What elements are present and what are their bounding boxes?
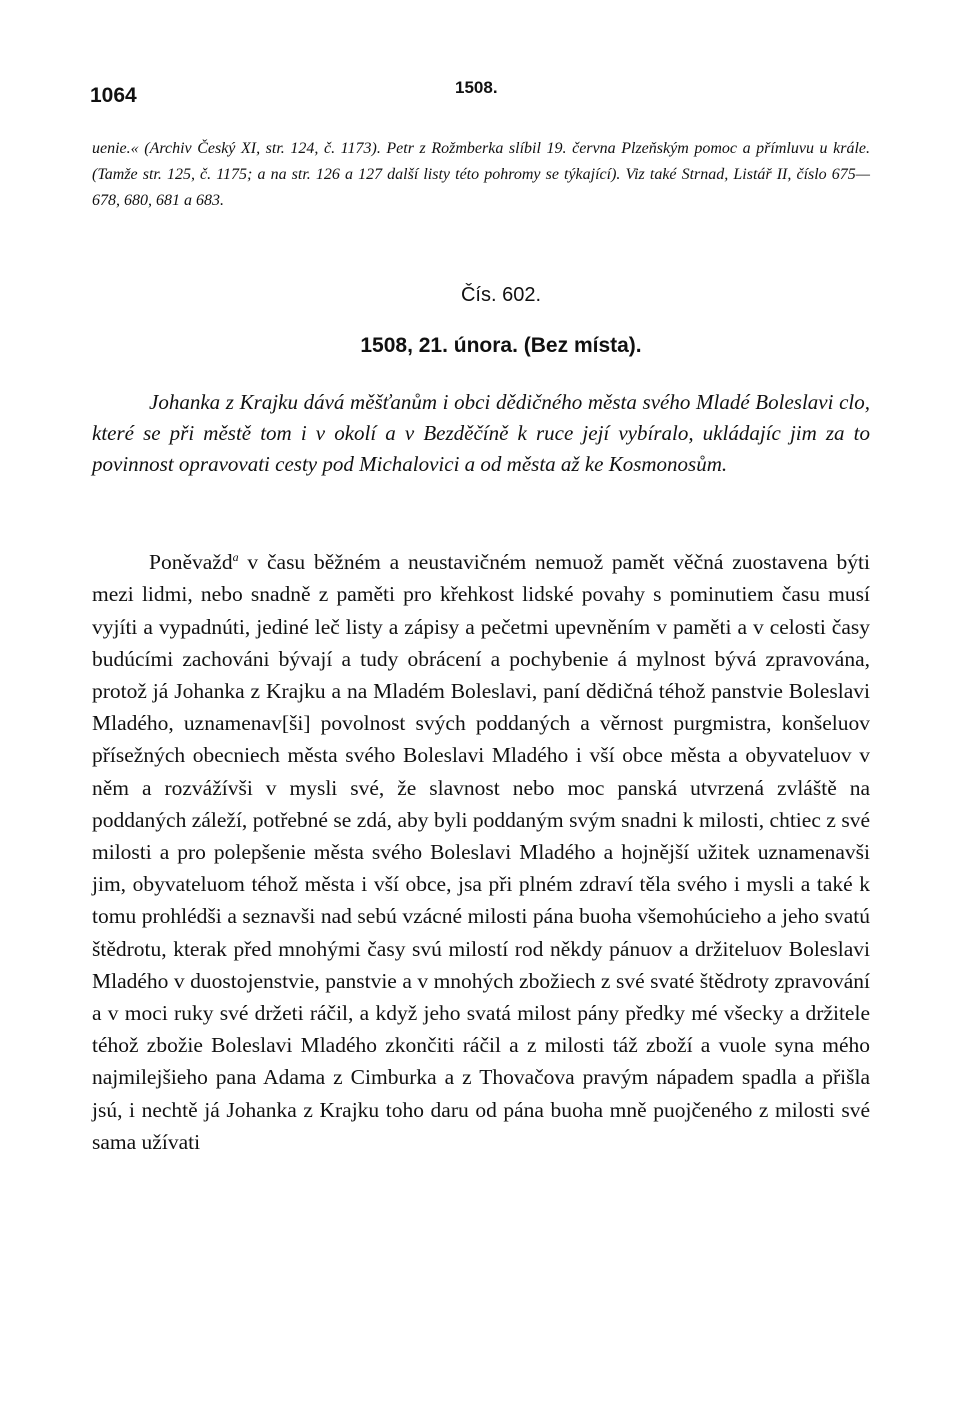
body-text: v času běžném a neustavičném nemuož pamět věčná zuostavena býti mezi lidmi, nebo snadně z paměti pro křehkost lidské povahy s pominutiem času musí vyjíti a vypadnúti, jediné leč listy a zápisy a pečetmi upevněním v paměti a v celosti časy budúcími zachováni bývají a tudy obrácení a pochybenie á mylnost bývá zpravována, protož já Johanka z Krajku a na Mladém Boleslavi, paní dědičná téhož panstvie Boleslavi Mladého, uznamenav[ši] povolnost svých poddaných a věrnost purgmistra, konšeluov přísežných obecniech města svého Boleslavi Mladého i vší obce města a obyvateluov v něm a rozvážívši v mysli své, že slavnost nebo moc panská utvrzená zvláště na poddaných záleží, potřebné se zdá, aby byli poddaným svým snadni k milosti, chtiec z své milosti a pro polepšenie města svého Boleslavi Mladého a hojnější užitek uznamenavši jim, obyvateluom téhož města i vší obce, jsa při plném zdraví těla svého i mysli a také k tomu prohlédši a seznavši nad sebú vzácné milosti pána buoha všemohúcieho a jeho svatú štědrotu, kterak před mnohými časy svú milostí rod někdy pánuov a držiteluov Boleslavi Mladého v duostojenstvie, panstvie a v mnohých zbožiech z své svaté štědroty zpravování a v moci ruky své držeti ráčil, a když jeho svatá milost pány předky mé všecky a držitele téhož zbožie Boleslavi Mladého zkončiti ráčil a z milosti táž zboží a vuole syna mého najmilejšieho pana Adama z Cimburka a z Thovačova pravým nápadem spadla a přišla jsú, i nechtě já Johanka z Krajku toho daru od pána buoha mně puojčeného z milosti své sama užívati bbox=[92, 550, 870, 1154]
body-first-word: Poněvažd bbox=[149, 550, 233, 575]
page-number: 1064 bbox=[90, 84, 137, 107]
footnote-continuation: uenie.« (Archiv Český XI, str. 124, č. 1173). Petr z Rožmberka slíbil 19. června Plzeňským pomoc a přímluvu u krále. (Tamže str. 125, č. 1175; a na str. 126 a 127 další listy této pohromy se týkající). Viz také Strnad, Listář II, číslo 675—678, 680, 681 a 683. bbox=[92, 140, 870, 209]
document-body bbox=[92, 541, 870, 1158]
document-summary: Johanka z Krajku dává měšťanům i obci dědičného města svého Mladé Boleslavi clo, které se při městě tom i v okolí a v Bezděčíně k ruce její vybíralo, ukládajíc jim za to povinnost opravovati cesty pod Michalovici a od města až ke Kosmonosům. bbox=[92, 390, 870, 476]
running-head: 1508. bbox=[455, 78, 498, 97]
document-date: 1508, 21. února. (Bez místa). bbox=[360, 334, 642, 357]
document-number: Čís. 602. bbox=[460, 284, 542, 306]
footnote-marker: a bbox=[232, 550, 239, 564]
